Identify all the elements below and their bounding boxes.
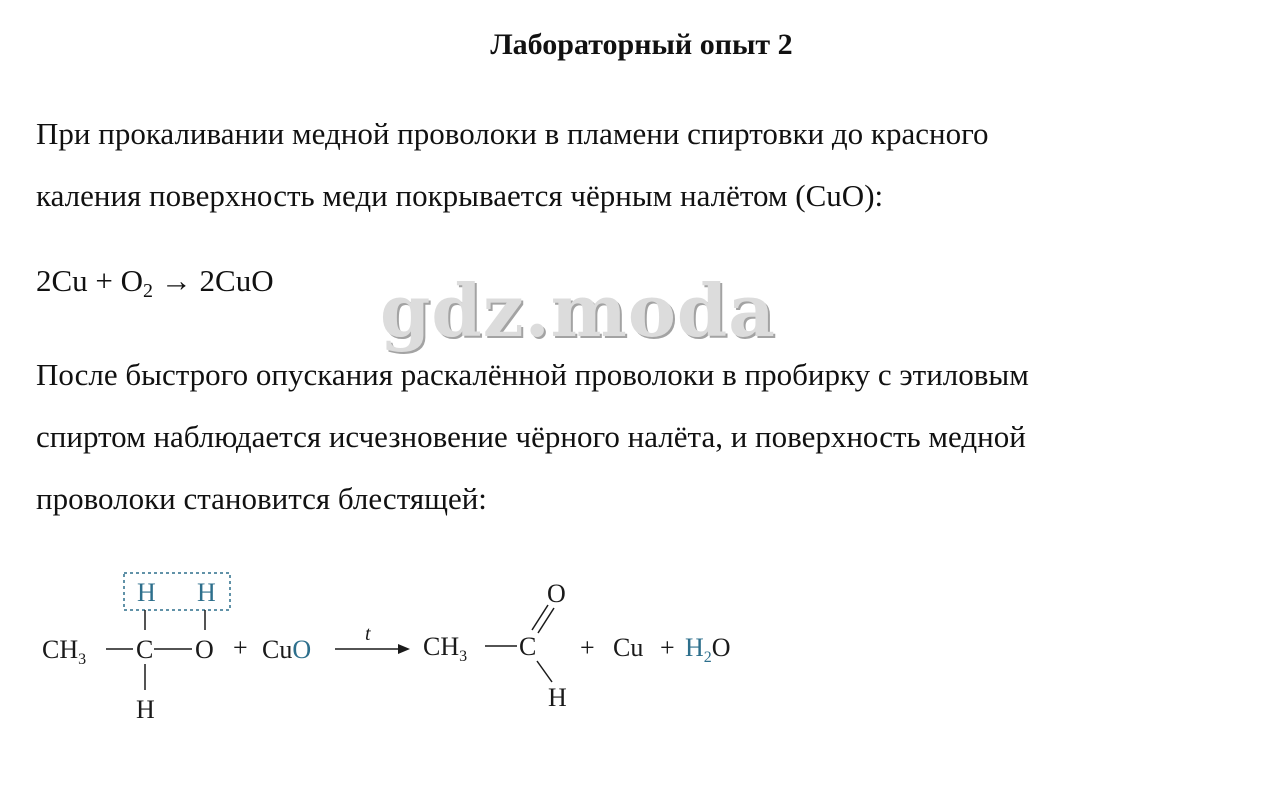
paragraph-2 xyxy=(36,344,1256,530)
h-top-2: H xyxy=(197,578,216,607)
text-line: каления поверхность меди покрывается чёрным налётом (CuO): xyxy=(36,178,884,213)
h-top-1: H xyxy=(137,578,156,607)
text-line: При прокаливании медной проволоки в пламени спиртовки до красного xyxy=(36,116,989,151)
double-bond xyxy=(538,608,554,633)
h2o: $H_2O$ xyxy=(685,633,731,666)
text-line: спиртом наблюдается исчезновение чёрного налёта, и поверхность медной xyxy=(36,419,1026,454)
c-left: C xyxy=(136,635,154,664)
ch3-right: $CH_3$ xyxy=(423,632,468,665)
page-title: Лабораторный опыт 2 xyxy=(490,28,793,61)
bond xyxy=(537,661,552,682)
plus-sign: + xyxy=(580,633,595,662)
ch3-left: $CH_3$ xyxy=(42,635,87,668)
text-line: проволоки становится блестящей: xyxy=(36,481,487,516)
h-bottom-right: H xyxy=(548,683,567,712)
arrow-head xyxy=(398,644,410,654)
double-bond xyxy=(532,605,548,630)
equation-subscript: 2 xyxy=(143,280,154,302)
watermark: gdz.moda xyxy=(380,268,776,353)
text-line: После быстрого опускания раскалённой проволоки в пробирку с этиловым xyxy=(36,357,1029,392)
c-right: C xyxy=(519,632,537,661)
paragraph-1 xyxy=(36,103,1256,227)
arrow-label: t xyxy=(365,623,371,645)
h-bottom-left: H xyxy=(136,695,155,724)
cuo: CuO xyxy=(262,635,312,664)
reaction-scheme xyxy=(30,560,790,740)
o-left: O xyxy=(195,635,214,664)
plus-sign: + xyxy=(233,633,248,662)
equation-lhs: 2Cu + O xyxy=(36,263,144,298)
o-top: O xyxy=(547,579,566,608)
plus-sign: + xyxy=(660,633,675,662)
cu: Cu xyxy=(613,633,644,662)
equation-copper-oxidation xyxy=(36,263,274,303)
equation-rhs: → 2CuO xyxy=(153,263,274,298)
